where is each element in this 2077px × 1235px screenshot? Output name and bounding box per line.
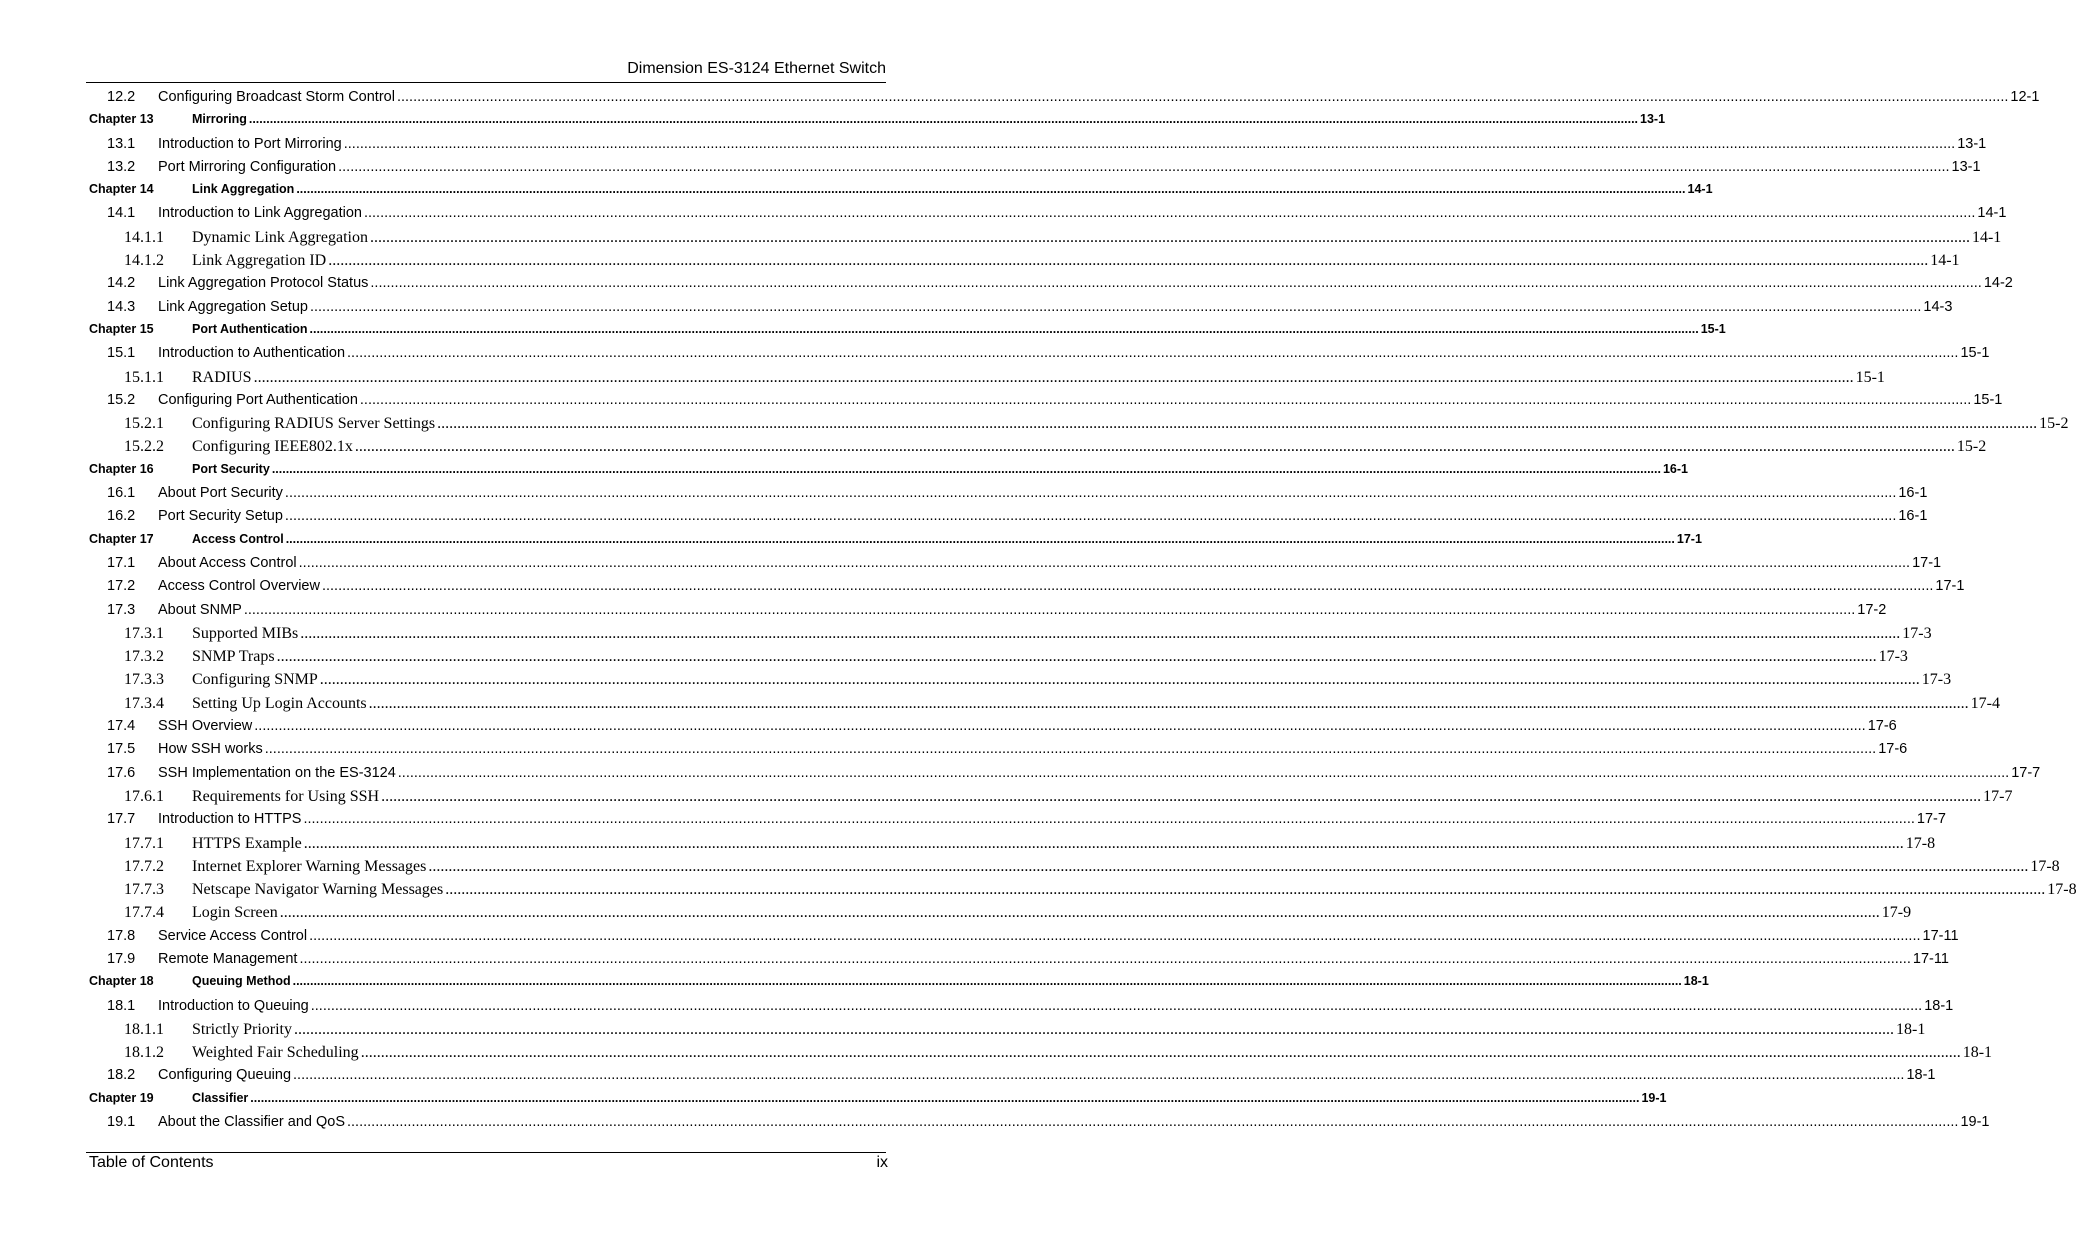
toc-entry-page: 14-1 xyxy=(1930,252,1960,270)
toc-leader-dots: ................................................................................................................................................................................................................................................................................................................................................................................................................ xyxy=(437,415,2038,433)
toc-entry-subsection[interactable] xyxy=(86,252,1960,275)
toc-entry-section[interactable] xyxy=(86,485,1928,508)
toc-leader-dots: ................................................................................................................................................................................................................................................................................................................................................................................................................ xyxy=(343,135,1956,152)
toc-entry-page: 15-1 xyxy=(1855,368,1885,386)
toc-entry-page: 14-1 xyxy=(1977,205,2007,222)
toc-entry-number: Chapter 16 xyxy=(89,461,154,476)
toc-entry-section[interactable] xyxy=(86,298,1953,322)
toc-entry-subsection[interactable] xyxy=(86,787,2013,811)
toc-entry-page: 17-7 xyxy=(1916,811,1946,828)
toc-entry-title: About the Classifier and QoS xyxy=(158,1114,345,1131)
toc-leader-dots: ................................................................................................................................................................................................................................................................................................................................................................................................................ xyxy=(276,648,1877,666)
toc-entry-page: 17-11 xyxy=(1922,927,1959,944)
toc-entry-page: 17-8 xyxy=(2047,881,2077,899)
toc-entry-title: Remote Management xyxy=(158,950,298,967)
toc-entry-number: 18.1.1 xyxy=(124,1020,164,1038)
toc-entry-page: 16-1 xyxy=(1898,485,1928,502)
toc-entry-page: 15-1 xyxy=(1960,345,1990,362)
toc-entry-title: Service Access Control xyxy=(158,927,308,944)
toc-entry-page: 14-1 xyxy=(1971,228,2002,246)
toc-entry-chapter[interactable] xyxy=(86,112,1666,135)
toc-leader-dots: ................................................................................................................................................................................................................................................................................................................................................................................................................ xyxy=(264,741,1877,758)
toc-entry-page: 17-6 xyxy=(1867,718,1897,735)
toc-entry-section[interactable] xyxy=(86,135,1987,159)
toc-entry-title: Classifier xyxy=(192,1090,249,1105)
toc-entry-number: 14.1.2 xyxy=(124,252,164,270)
toc-leader-dots: ................................................................................................................................................................................................................................................................................................................................................................................................................ xyxy=(370,275,1982,292)
toc-leader-dots: ................................................................................................................................................................................................................................................................................................................................................................................................................ xyxy=(396,89,2009,105)
toc-entry-subsection[interactable] xyxy=(86,671,1952,694)
toc-leader-dots: ................................................................................................................................................................................................................................................................................................................................................................................................................ xyxy=(328,252,1929,270)
toc-entry-number: 17.3.4 xyxy=(124,694,164,712)
toc-entry-title: About Access Control xyxy=(158,554,297,571)
toc-entry-section[interactable] xyxy=(86,927,1959,951)
toc-entry-title: Weighted Fair Scheduling xyxy=(192,1044,359,1062)
toc-entry-page: 17-4 xyxy=(1970,694,2000,712)
toc-entry-number: 17.9 xyxy=(107,950,136,967)
toc-entry-section[interactable] xyxy=(86,764,2041,788)
toc-entry-chapter[interactable] xyxy=(86,321,1726,345)
toc-leader-dots: ................................................................................................................................................................................................................................................................................................................................................................................................................ xyxy=(445,881,2046,899)
toc-entry-page: 18-1 xyxy=(1962,1044,1993,1062)
toc-entry-subsection[interactable] xyxy=(86,438,1987,461)
toc-entry-title: Strictly Priority xyxy=(192,1020,292,1038)
toc-leader-dots: ................................................................................................................................................................................................................................................................................................................................................................................................................ xyxy=(310,997,1923,1014)
footer-divider xyxy=(86,1152,886,1153)
toc-leader-dots: ................................................................................................................................................................................................................................................................................................................................................................................................................ xyxy=(284,485,1897,502)
toc-entry-title: Configuring Queuing xyxy=(158,1067,292,1084)
toc-entry-section[interactable] xyxy=(86,554,1942,578)
toc-entry-number: 15.2.2 xyxy=(124,438,164,456)
toc-leader-dots: ................................................................................................................................................................................................................................................................................................................................................................................................................ xyxy=(296,182,1686,197)
toc-entry-title: Port Mirroring Configuration xyxy=(158,158,337,175)
toc-leader-dots: ................................................................................................................................................................................................................................................................................................................................................................................................................ xyxy=(368,694,1969,712)
toc-leader-dots: ................................................................................................................................................................................................................................................................................................................................................................................................................ xyxy=(250,1090,1640,1105)
toc-entry-number: 12.2 xyxy=(107,89,136,105)
toc-entry-page: 17-3 xyxy=(1878,648,1908,666)
toc-leader-dots: ................................................................................................................................................................................................................................................................................................................................................................................................................ xyxy=(347,1114,1959,1131)
toc-entry-page: 17-7 xyxy=(1983,787,2013,805)
toc-leader-dots: ................................................................................................................................................................................................................................................................................................................................................................................................................ xyxy=(254,718,1866,735)
toc-entry-section[interactable] xyxy=(86,601,1887,625)
toc-entry-chapter[interactable] xyxy=(86,974,1709,997)
toc-entry-title: SSH Overview xyxy=(158,718,253,735)
toc-entry-title: Access Control Overview xyxy=(158,578,320,595)
toc-entry-title: Introduction to Authentication xyxy=(158,345,346,362)
toc-entry-title: Port Security xyxy=(192,461,270,476)
toc-entry-page: 19-1 xyxy=(1641,1090,1667,1105)
toc-leader-dots: ................................................................................................................................................................................................................................................................................................................................................................................................................ xyxy=(309,927,1921,944)
toc-entry-title: Link Aggregation xyxy=(192,182,295,197)
toc-entry-number: 17.7.4 xyxy=(124,904,164,922)
toc-entry-page: 15-2 xyxy=(1956,438,1987,456)
toc-entry-page: 15-1 xyxy=(1700,321,1726,336)
toc-leader-dots: ................................................................................................................................................................................................................................................................................................................................................................................................................ xyxy=(285,531,1675,546)
toc-leader-dots: ................................................................................................................................................................................................................................................................................................................................................................................................................ xyxy=(253,368,1854,386)
toc-entry-chapter[interactable] xyxy=(86,461,1689,485)
toc-entry-section[interactable] xyxy=(86,997,1954,1021)
toc-entry-title: Supported MIBs xyxy=(192,624,299,642)
toc-entry-subsection[interactable] xyxy=(86,904,1912,927)
toc-leader-dots: ................................................................................................................................................................................................................................................................................................................................................................................................................ xyxy=(298,554,1911,571)
toc-entry-page: 17-1 xyxy=(1912,554,1942,571)
footer-page-number: ix xyxy=(876,1154,888,1171)
toc-entry-page: 18-1 xyxy=(1683,974,1709,989)
toc-entry-number: 13.2 xyxy=(107,158,136,175)
toc-entry-page: 13-1 xyxy=(1640,112,1666,127)
toc-entry-subsection[interactable] xyxy=(86,694,2000,718)
toc-entry-number: 15.2.1 xyxy=(124,415,164,433)
toc-entry-page: 17-11 xyxy=(1912,950,1949,967)
toc-entry-title: Access Control xyxy=(192,531,284,546)
toc-leader-dots: ................................................................................................................................................................................................................................................................................................................................................................................................................ xyxy=(284,508,1897,525)
toc-entry-subsection[interactable] xyxy=(86,1044,1993,1067)
toc-leader-dots: ................................................................................................................................................................................................................................................................................................................................................................................................................ xyxy=(248,112,1639,127)
toc-entry-section[interactable] xyxy=(86,1067,1936,1090)
toc-entry-title: Dynamic Link Aggregation xyxy=(192,228,368,246)
toc-leader-dots: ................................................................................................................................................................................................................................................................................................................................................................................................................ xyxy=(369,228,1970,246)
toc-entry-subsection[interactable] xyxy=(86,881,2077,904)
toc-leader-dots: ................................................................................................................................................................................................................................................................................................................................................................................................................ xyxy=(381,787,1982,805)
toc-entry-page: 17-2 xyxy=(1857,601,1887,618)
toc-leader-dots: ................................................................................................................................................................................................................................................................................................................................................................................................................ xyxy=(294,1020,1894,1038)
toc-entry-title: Configuring SNMP xyxy=(192,671,318,689)
toc-entry-page: 15-2 xyxy=(2039,415,2069,433)
toc-entry-number: 17.3.3 xyxy=(124,671,164,689)
toc-leader-dots: ................................................................................................................................................................................................................................................................................................................................................................................................................ xyxy=(319,671,1920,689)
toc-leader-dots: ................................................................................................................................................................................................................................................................................................................................................................................................................ xyxy=(347,345,1959,362)
toc-leader-dots: ................................................................................................................................................................................................................................................................................................................................................................................................................ xyxy=(293,1067,1905,1084)
toc-entry-number: 17.3 xyxy=(107,601,136,618)
toc-entry-section[interactable] xyxy=(86,578,1965,601)
toc-leader-dots: ................................................................................................................................................................................................................................................................................................................................................................................................................ xyxy=(299,950,1911,967)
toc-entry-title: Configuring IEEE802.1x xyxy=(192,438,353,456)
toc-entry-subsection[interactable] xyxy=(86,648,1908,671)
toc-entry-section[interactable] xyxy=(86,1114,1990,1137)
toc-entry-title: Introduction to Port Mirroring xyxy=(158,135,342,152)
toc-entry-number: 18.2 xyxy=(107,1067,136,1084)
toc-entry-title: Link Aggregation Setup xyxy=(158,298,308,315)
toc-leader-dots: ................................................................................................................................................................................................................................................................................................................................................................................................................ xyxy=(363,205,1976,222)
toc-entry-number: Chapter 17 xyxy=(89,531,154,546)
toc-entry-subsection[interactable] xyxy=(86,624,1932,648)
toc-entry-number: 17.2 xyxy=(107,578,136,595)
toc-leader-dots: ................................................................................................................................................................................................................................................................................................................................................................................................................ xyxy=(321,578,1934,595)
toc-entry-subsection[interactable] xyxy=(86,228,2002,252)
toc-entry-title: About SNMP xyxy=(158,601,242,618)
toc-entry-title: RADIUS xyxy=(192,368,252,386)
toc-entry-number: 14.1 xyxy=(107,205,136,222)
footer-section-title: Table of Contents xyxy=(89,1154,214,1171)
toc-entry-number: 16.2 xyxy=(107,508,136,525)
toc-entry-title: HTTPS Example xyxy=(192,834,302,852)
toc-entry-title: About Port Security xyxy=(158,485,283,502)
toc-entry-title: Mirroring xyxy=(192,112,247,127)
toc-entry-page: 17-8 xyxy=(2030,857,2060,875)
toc-leader-dots: ................................................................................................................................................................................................................................................................................................................................................................................................................ xyxy=(359,391,1972,408)
toc-entry-number: 16.1 xyxy=(107,485,136,502)
toc-entry-number: 15.1 xyxy=(107,345,136,362)
toc-entry-title: Login Screen xyxy=(192,904,278,922)
toc-entry-number: 17.6.1 xyxy=(124,787,164,805)
toc-entry-title: Netscape Navigator Warning Messages xyxy=(192,881,444,899)
toc-entry-title: Setting Up Login Accounts xyxy=(192,694,367,712)
toc-entry-chapter[interactable] xyxy=(86,531,1702,555)
toc-entry-section[interactable] xyxy=(86,718,1897,741)
toc-entry-page: 15-1 xyxy=(1973,391,2003,408)
toc-entry-chapter[interactable] xyxy=(86,1090,1667,1114)
toc-leader-dots: ................................................................................................................................................................................................................................................................................................................................................................................................................ xyxy=(292,974,1682,989)
toc-entry-number: 15.2 xyxy=(107,391,136,408)
toc-entry-page: 17-3 xyxy=(1902,624,1932,642)
toc-entry-page: 19-1 xyxy=(1960,1114,1990,1131)
toc-entry-number: 17.3.1 xyxy=(124,624,164,642)
toc-entry-page: 17-3 xyxy=(1921,671,1952,689)
toc-entry-section[interactable] xyxy=(86,345,1990,368)
toc-entry-page: 13-1 xyxy=(1951,158,1981,175)
toc-entry-title: Port Authentication xyxy=(192,321,308,336)
toc-leader-dots: ................................................................................................................................................................................................................................................................................................................................................................................................................ xyxy=(300,624,1901,642)
toc-entry-chapter[interactable] xyxy=(86,182,1713,205)
toc-entry-title: Configuring RADIUS Server Settings xyxy=(192,415,436,433)
toc-entry-number: 17.5 xyxy=(107,741,136,758)
toc-entry-page: 17-1 xyxy=(1935,578,1965,595)
toc-entry-subsection[interactable] xyxy=(86,834,1936,858)
toc-entry-number: 17.7.1 xyxy=(124,834,164,852)
toc-entry-subsection[interactable] xyxy=(86,857,2060,881)
toc-entry-number: 17.7 xyxy=(107,811,136,828)
toc-entry-title: Link Aggregation ID xyxy=(192,252,327,270)
toc-entry-number: 19.1 xyxy=(107,1114,136,1131)
toc-entry-page: 17-1 xyxy=(1676,531,1702,546)
toc-entry-section[interactable] xyxy=(86,508,1928,531)
toc-leader-dots: ................................................................................................................................................................................................................................................................................................................................................................................................................ xyxy=(279,904,1880,922)
toc-leader-dots: ................................................................................................................................................................................................................................................................................................................................................................................................................ xyxy=(271,461,1661,476)
toc-entry-title: Configuring Port Authentication xyxy=(158,391,358,408)
toc-entry-section[interactable] xyxy=(86,950,1949,974)
toc-leader-dots: ................................................................................................................................................................................................................................................................................................................................................................................................................ xyxy=(354,438,1955,456)
toc-entry-number: 17.7.2 xyxy=(124,857,164,875)
toc-entry-number: Chapter 19 xyxy=(89,1090,154,1105)
toc-entry-section[interactable] xyxy=(86,811,1946,834)
toc-entry-number: 17.7.3 xyxy=(124,881,164,899)
toc-entry-page: 12-1 xyxy=(2010,89,2040,105)
table-of-contents xyxy=(86,89,2077,1137)
toc-entry-section[interactable] xyxy=(86,741,1908,764)
toc-entry-section[interactable] xyxy=(86,89,2040,112)
toc-leader-dots: ................................................................................................................................................................................................................................................................................................................................................................................................................ xyxy=(338,158,1950,175)
toc-entry-section[interactable] xyxy=(86,158,1981,182)
toc-entry-number: 17.6 xyxy=(107,764,136,781)
toc-entry-title: Port Security Setup xyxy=(158,508,283,525)
toc-entry-title: Requirements for Using SSH xyxy=(192,787,380,805)
header-divider xyxy=(86,82,886,83)
toc-entry-number: 15.1.1 xyxy=(124,368,164,386)
page-header-title: Dimension ES-3124 Ethernet Switch xyxy=(627,60,886,77)
toc-entry-page: 14-1 xyxy=(1687,182,1713,197)
toc-entry-title: Queuing Method xyxy=(192,974,291,989)
toc-entry-page: 13-1 xyxy=(1957,135,1987,152)
toc-entry-number: 18.1.2 xyxy=(124,1044,164,1062)
toc-leader-dots: ................................................................................................................................................................................................................................................................................................................................................................................................................ xyxy=(303,811,1915,828)
toc-entry-page: 18-1 xyxy=(1924,997,1954,1014)
toc-entry-title: Configuring Broadcast Storm Control xyxy=(158,89,395,105)
toc-entry-section[interactable] xyxy=(86,391,2003,415)
toc-leader-dots: ................................................................................................................................................................................................................................................................................................................................................................................................................ xyxy=(303,834,1904,852)
toc-entry-title: Introduction to HTTPS xyxy=(158,811,302,828)
toc-entry-title: How SSH works xyxy=(158,741,263,758)
toc-leader-dots: ................................................................................................................................................................................................................................................................................................................................................................................................................ xyxy=(360,1044,1961,1062)
toc-entry-number: 13.1 xyxy=(107,135,136,152)
toc-entry-number: 17.3.2 xyxy=(124,648,164,666)
toc-entry-subsection[interactable] xyxy=(86,415,2069,438)
toc-entry-number: 14.2 xyxy=(107,275,136,292)
toc-entry-title: SSH Implementation on the ES-3124 xyxy=(158,764,396,781)
toc-leader-dots: ................................................................................................................................................................................................................................................................................................................................................................................................................ xyxy=(428,857,2029,875)
toc-entry-section[interactable] xyxy=(86,205,2007,228)
toc-leader-dots: ................................................................................................................................................................................................................................................................................................................................................................................................................ xyxy=(397,764,2010,781)
toc-entry-page: 16-1 xyxy=(1662,461,1689,476)
toc-entry-page: 16-1 xyxy=(1898,508,1928,525)
toc-entry-number: Chapter 13 xyxy=(89,112,154,127)
toc-entry-page: 17-7 xyxy=(2011,764,2041,781)
toc-entry-subsection[interactable] xyxy=(86,368,1885,392)
toc-entry-number: 14.3 xyxy=(107,298,136,315)
toc-entry-number: Chapter 15 xyxy=(89,321,154,336)
toc-entry-page: 17-6 xyxy=(1878,741,1908,758)
toc-entry-page: 18-1 xyxy=(1896,1020,1926,1038)
toc-entry-number: Chapter 18 xyxy=(89,974,154,989)
toc-entry-title: Internet Explorer Warning Messages xyxy=(192,857,427,875)
toc-entry-page: 14-2 xyxy=(1983,275,2013,292)
toc-entry-page: 17-9 xyxy=(1881,904,1912,922)
toc-leader-dots: ................................................................................................................................................................................................................................................................................................................................................................................................................ xyxy=(309,298,1922,315)
toc-entry-page: 17-8 xyxy=(1905,834,1936,852)
toc-entry-subsection[interactable] xyxy=(86,1020,1926,1044)
toc-entry-title: Introduction to Link Aggregation xyxy=(158,205,362,222)
toc-entry-number: 17.8 xyxy=(107,927,136,944)
toc-entry-number: 18.1 xyxy=(107,997,136,1014)
toc-leader-dots: ................................................................................................................................................................................................................................................................................................................................................................................................................ xyxy=(243,601,1856,618)
toc-entry-title: Link Aggregation Protocol Status xyxy=(158,275,369,292)
toc-leader-dots: ................................................................................................................................................................................................................................................................................................................................................................................................................ xyxy=(309,321,1699,336)
toc-entry-title: Introduction to Queuing xyxy=(158,997,309,1014)
toc-entry-number: Chapter 14 xyxy=(89,182,154,197)
toc-entry-title: SNMP Traps xyxy=(192,648,275,666)
toc-entry-number: 14.1.1 xyxy=(124,228,164,246)
toc-entry-page: 14-3 xyxy=(1923,298,1953,315)
toc-entry-number: 17.4 xyxy=(107,718,136,735)
toc-entry-page: 18-1 xyxy=(1906,1067,1936,1084)
toc-entry-section[interactable] xyxy=(86,275,2013,298)
toc-entry-number: 17.1 xyxy=(107,554,136,571)
